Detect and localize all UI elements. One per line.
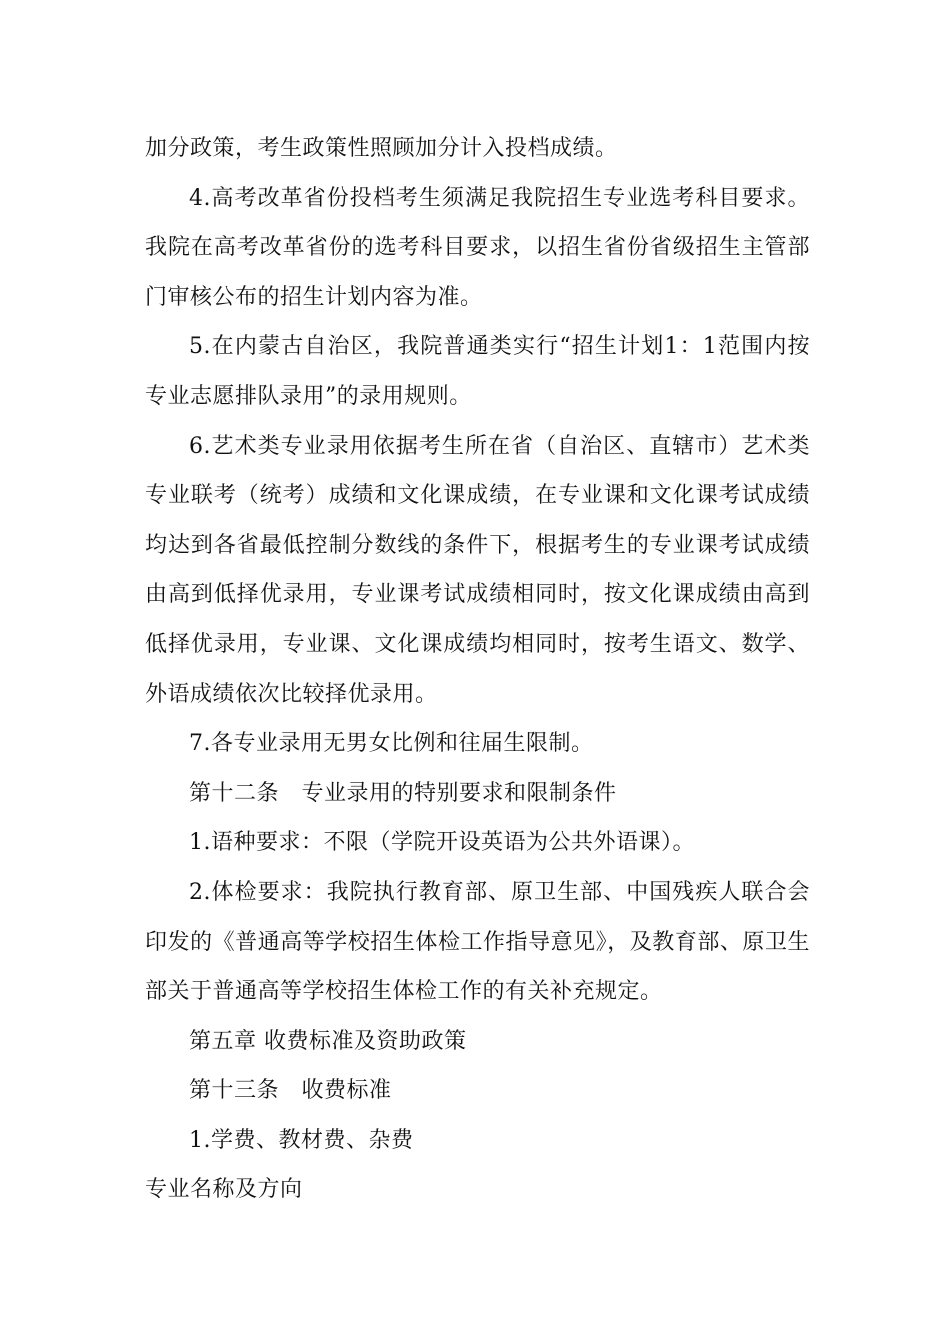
paragraph-continuation: 加分政策，考生政策性照顾加分计入投档成绩。 xyxy=(145,136,618,161)
document-body xyxy=(145,124,810,1215)
chapter-5-heading: 第五章 收费标准及资助政策 xyxy=(189,1028,467,1054)
paragraph-item-6: 6.艺术类专业录用依据考生所在省（自治区、直辖市）艺术类专业联考（统考）成绩和文化课成绩，在专业课和文化课考试成绩均达到各省最低控制分数线的条件下，根据考生的专业课考试成绩由高到低择优录用，专业课考试成绩相同时，按文化课成绩由高到低择优录用，专业课、文化课成绩均相同时，按考生语文、数学、外语成绩依次比较择优录用。 xyxy=(145,433,810,707)
table-header-major-name: 专业名称及方向 xyxy=(145,1177,303,1203)
paragraph-item-7: 7.各专业录用无男女比例和往届生限制。 xyxy=(189,731,594,757)
article-12-heading: 第十二条 专业录用的特别要求和限制条件 xyxy=(189,780,617,806)
paragraph-item-4: 4.高考改革省份投档考生须满足我院招生专业选考科目要求。我院在高考改革省份的选考科目要求，以招生省份省级招生主管部门审核公布的招生计划内容为准。 xyxy=(145,185,810,310)
paragraph-item-5: 5.在内蒙古自治区，我院普通类实行“招生计划1：1范围内按专业志愿排队录用”的录用规则。 xyxy=(145,334,810,409)
paragraph-fees: 1.学费、教材费、杂费 xyxy=(189,1127,414,1153)
paragraph-language-requirement: 1.语种要求：不限（学院开设英语为公共外语课）。 xyxy=(189,830,695,856)
article-13-heading: 第十三条 收费标准 xyxy=(189,1078,392,1104)
paragraph-health-requirement: 2.体检要求：我院执行教育部、原卫生部、中国残疾人联合会印发的《普通高等学校招生体检工作指导意见》，及教育部、原卫生部关于普通高等学校招生体检工作的有关补充规定。 xyxy=(145,879,810,1005)
